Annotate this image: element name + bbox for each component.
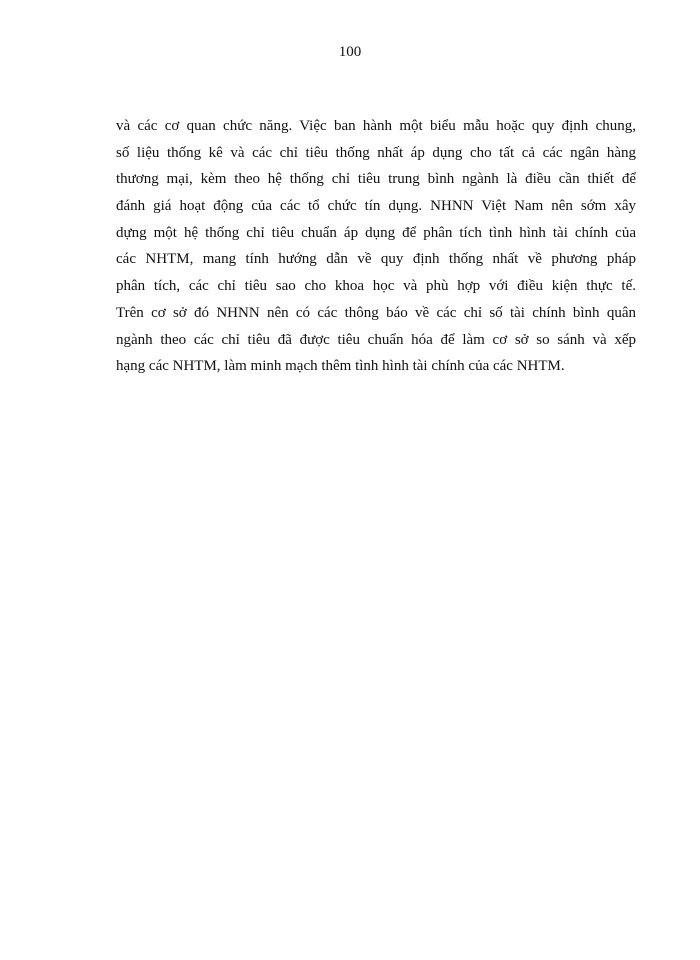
body-paragraph (116, 116, 636, 383)
paragraph-line: đánh giá hoạt động của các tổ chức tín dụng. NHNN Việt Nam nên sớm xây (116, 198, 636, 215)
paragraph-line: thương mại, kèm theo hệ thống chỉ tiêu trung bình ngành là điều cần thiết để (116, 171, 636, 188)
paragraph-line: và các cơ quan chức năng. Việc ban hành một biểu mẫu hoặc quy định chung, (116, 118, 636, 134)
paragraph-line: phân tích, các chỉ tiêu sao cho khoa học và phù hợp với điều kiện thực tế. (116, 278, 636, 295)
paragraph-line-last: hạng các NHTM, làm minh mạch thêm tình hình tài chính của các NHTM. (116, 358, 565, 375)
paragraph-line: số liệu thống kê và các chỉ tiêu thống nhất áp dụng cho tất cả các ngân hàng (116, 144, 636, 161)
page-number: 100 (338, 44, 362, 60)
paragraph-line: dựng một hệ thống chỉ tiêu chuẩn áp dụng để phân tích tình hình tài chính của (116, 224, 636, 241)
paragraph-line: ngành theo các chỉ tiêu đã được tiêu chuẩn hóa để làm cơ sở so sánh và xếp (116, 331, 636, 348)
paragraph-line: các NHTM, mang tính hướng dẫn về quy định thống nhất về phương pháp (116, 251, 636, 268)
paragraph-line: Trên cơ sở đó NHNN nên có các thông báo về các chỉ số tài chính bình quân (116, 304, 636, 321)
